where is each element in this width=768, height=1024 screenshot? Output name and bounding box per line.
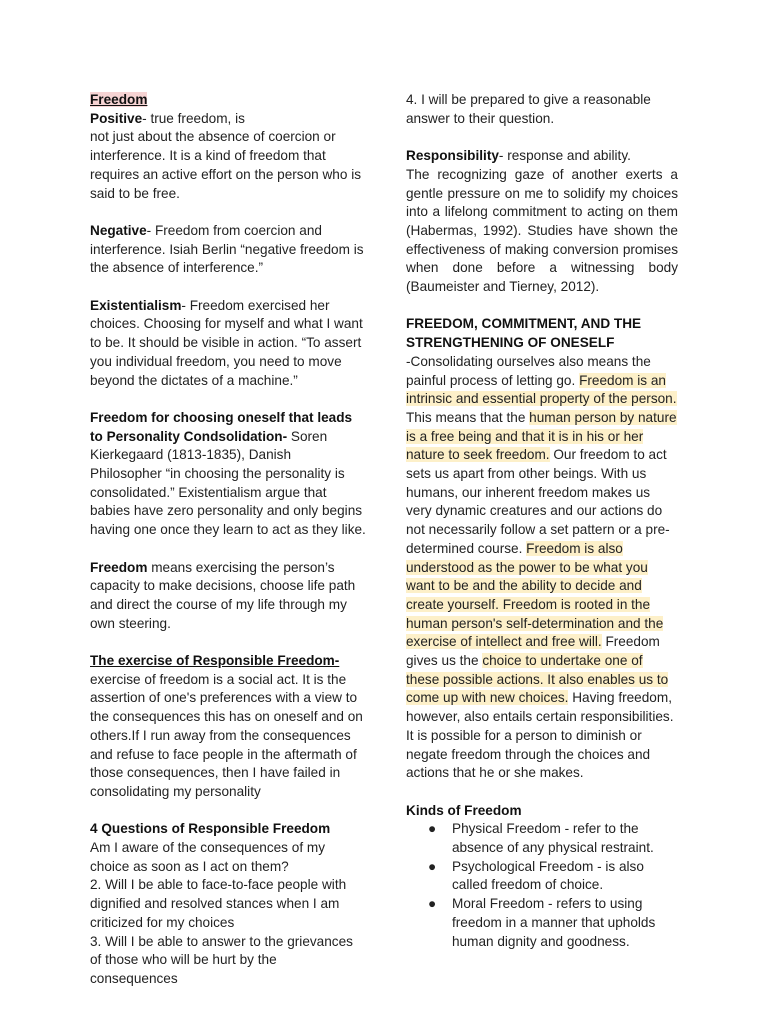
freedom-term: Freedom: [90, 559, 148, 575]
kinds-list: [406, 820, 678, 951]
question-4: 4. I will be prepared to give a reasonable answer to their question.: [406, 92, 651, 126]
questions-heading: 4 Questions of Responsible Freedom: [90, 821, 331, 837]
list-item: [406, 895, 678, 951]
bullet-icon: ●: [428, 821, 437, 837]
choosing-text: Soren Kierkegaard (1813-1835), Danish Philosopher “in choosing the personality is consolidated.” Existentialism argue that babies have zero personality and only begins having one once they learn to act as they like.: [90, 428, 366, 538]
left-column: [90, 91, 366, 989]
highlight-4: choice to undertake one of these possible actions. It also enables us to come up with new choices.: [406, 653, 669, 706]
right-column: [406, 91, 678, 951]
exercise-heading: The exercise of Responsible Freedom-: [90, 653, 340, 669]
list-item: [406, 820, 678, 857]
responsibility-term: Responsibility: [406, 148, 499, 164]
negative-text: - Freedom from coercion and interference. Isiah Berlin “negative freedom is the absence of interference.”: [90, 222, 364, 276]
positive-text-1: - true freedom, is: [142, 110, 245, 126]
responsibility-text-2: The recognizing gaze of another exerts a gentle pressure on me to solidify my choices into a lifelong commitment to acting on them (Habermas, 1992). Studies have shown the effectiveness of making conversion promises when done before a witnessing body (Baumeister and Tierney, 2012).: [406, 166, 678, 295]
existentialism-term: Existentialism: [90, 297, 182, 313]
commitment-text-4: Freedom gives us the: [406, 634, 660, 669]
bullet-icon: ●: [428, 858, 437, 874]
list-item-text: Moral Freedom - refers to using freedom in a manner that upholds human dignity and goodness.: [452, 896, 656, 949]
freedom-definition-paragraph: [90, 559, 366, 634]
highlight-2: human person by nature is a free being and that it is in his or her nature to seek freedom.: [406, 409, 677, 463]
highlight-1: Freedom is an intrinsic and essential property of the person.: [406, 372, 677, 407]
commitment-text-3: Our freedom to act sets us apart from other beings. With us humans, our inherent freedom makes us very dynamic creatures and our actions do not necessarily follow a set pattern or a pre-determined course.: [406, 447, 670, 556]
freedom-section: [90, 91, 366, 110]
positive-paragraph: [90, 110, 366, 204]
choosing-term: Freedom for choosing oneself that leads to Personality Condsolidation-: [90, 409, 353, 444]
kinds-heading: Kinds of Freedom: [406, 802, 522, 818]
bullet-icon: ●: [428, 896, 437, 912]
commitment-text-5: Having freedom, however, also entails certain responsibilities. It is possible for a person to diminish or negate freedom through the choices and actions that he or she makes.: [406, 690, 674, 781]
commitment-text-1: -Consolidating ourselves also means the painful process of letting go.: [406, 353, 651, 388]
exercise-paragraph: [90, 652, 366, 802]
list-item-text: Physical Freedom - refer to the absence of any physical restraint.: [452, 821, 654, 856]
freedom-heading: Freedom: [90, 92, 148, 107]
existentialism-paragraph: [90, 297, 366, 391]
exercise-text: exercise of freedom is a social act. It is the assertion of one's preferences with a view to the consequences this has on oneself and on others.If I run away from the consequences and refuse to face people in the aftermath of those consequences, then I have failed in consolidating my personality: [90, 671, 363, 799]
negative-paragraph: [90, 222, 366, 278]
responsibility-line: [406, 147, 678, 166]
list-item: [406, 858, 678, 895]
commitment-text-2: This means that the: [406, 409, 530, 425]
choosing-paragraph: [90, 409, 366, 540]
responsibility-text-1: - response and ability.: [498, 148, 631, 164]
highlight-3: Freedom is also understood as the power to be what you want to be and the ability to decide and create yourself. Freedom is rooted in the human person's self-determination and the exercise of intellect and free will.: [406, 540, 664, 650]
commitment-heading: FREEDOM, COMMITMENT, AND THE STRENGTHENING OF ONESELF: [406, 316, 642, 351]
list-item-text: Psychological Freedom - is also called freedom of choice.: [452, 858, 644, 893]
positive-text-2: not just about the absence of coercion or interference. It is a kind of freedom that requires an active effort on the person who is said to be free.: [90, 129, 362, 201]
existentialism-text: - Freedom exercised her choices. Choosing for myself and what I want to be. It should be visible in action. “To assert you individual freedom, you need to move beyond the dictates of a machine.”: [90, 297, 363, 388]
question-3: 3. Will I be able to answer to the grievances of those who will be hurt by the consequences: [90, 933, 353, 986]
negative-term: Negative: [90, 222, 147, 238]
commitment-paragraph: [406, 353, 678, 783]
question-1: Am I aware of the consequences of my choice as soon as I act on them?: [90, 840, 325, 874]
positive-term: Positive: [90, 110, 143, 126]
question-2: 2. Will I be able to face-to-face people with dignified and resolved stances when I am criticized for my choices: [90, 877, 347, 930]
freedom-text: means exercising the person’s capacity to make decisions, choose life path and direct the course of my life through my own steering.: [90, 559, 356, 631]
